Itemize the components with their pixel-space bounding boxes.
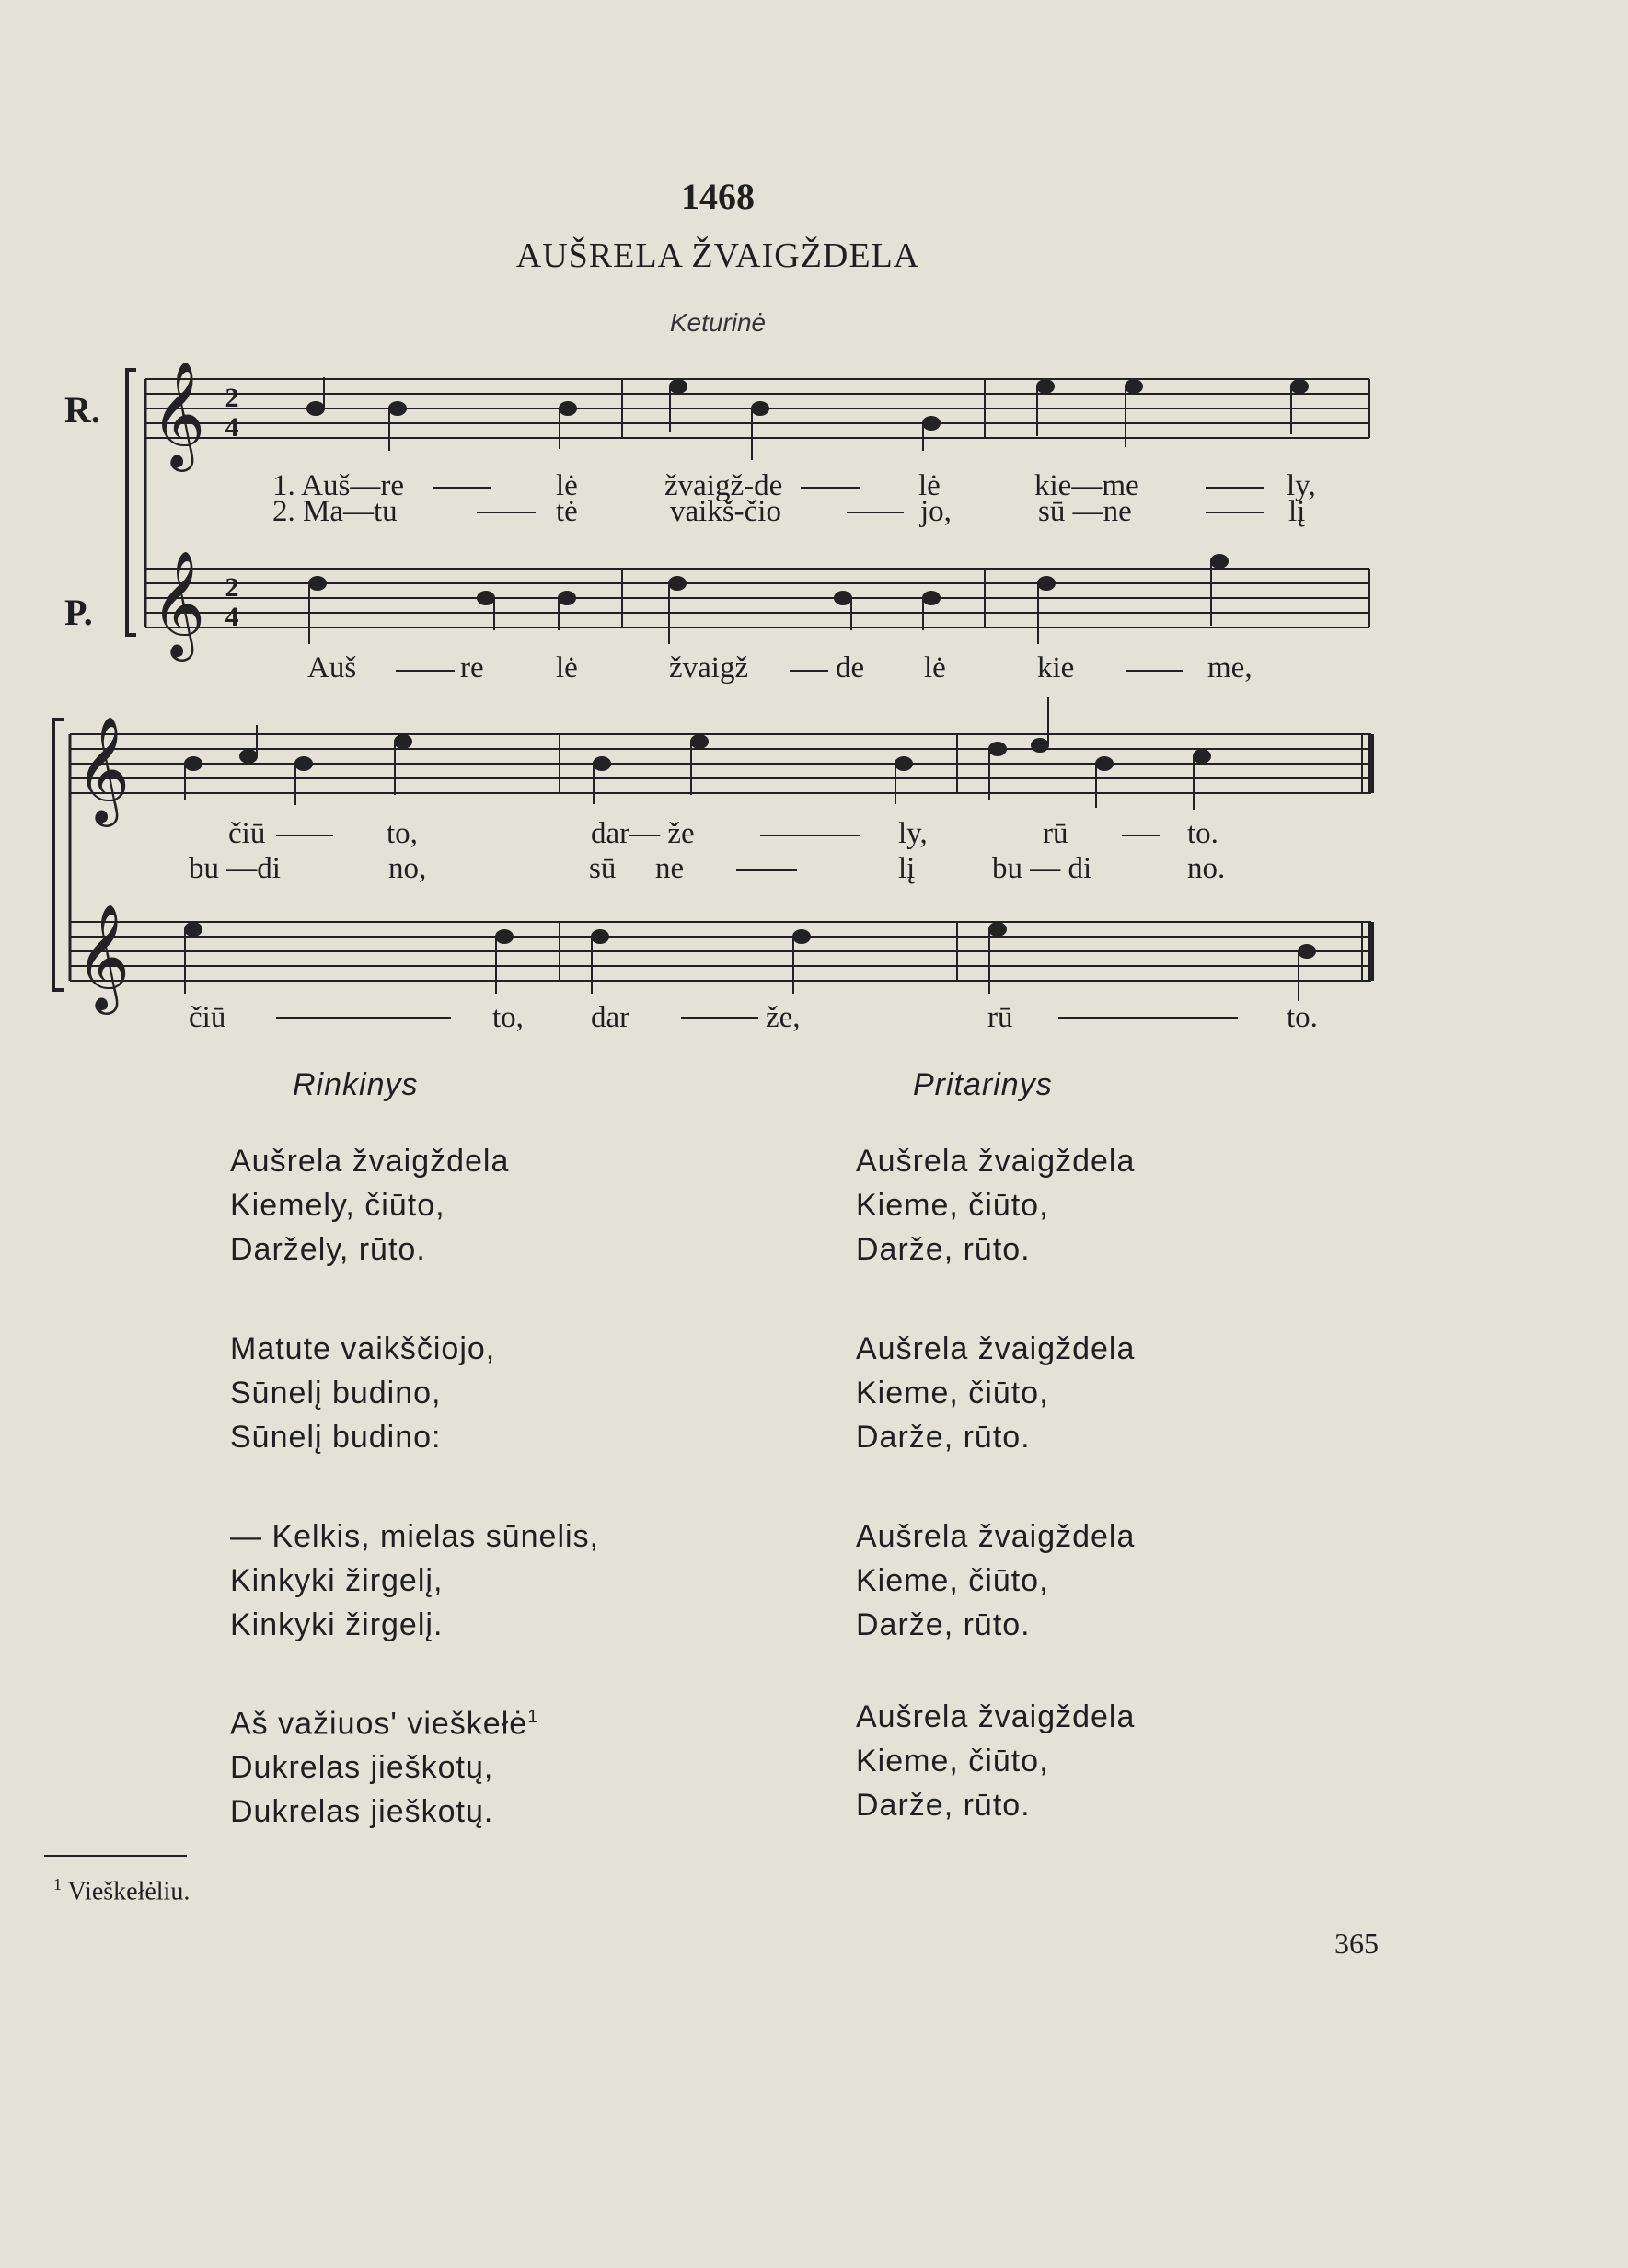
lyric: lė bbox=[556, 469, 578, 502]
lyric: bu — di bbox=[992, 852, 1092, 885]
lyric: lį bbox=[898, 852, 916, 885]
staff-p2 bbox=[70, 922, 1371, 981]
lyric: bu —di bbox=[189, 852, 281, 885]
lyric: žvaigž-de bbox=[664, 469, 783, 502]
lyric: že, bbox=[766, 1001, 801, 1034]
lyric: to, bbox=[387, 817, 418, 850]
time-sig-top: 2 bbox=[225, 383, 239, 413]
footnote-mark: 1 bbox=[53, 1875, 62, 1894]
lyric: dar— že bbox=[591, 817, 695, 850]
lyric: Auš bbox=[307, 651, 357, 685]
lyric: sū —ne bbox=[1038, 495, 1132, 528]
lyric: re bbox=[460, 651, 484, 685]
verse-line: Kieme, čiūto, bbox=[856, 1563, 1049, 1598]
lyric: de bbox=[836, 651, 865, 685]
stanza bbox=[230, 1514, 599, 1647]
lyric: kie—me bbox=[1034, 469, 1139, 502]
stanza bbox=[856, 1327, 1135, 1459]
stanza bbox=[856, 1139, 1135, 1272]
staff-p1 bbox=[145, 569, 1369, 627]
stanza bbox=[856, 1695, 1135, 1827]
song-title: AUŠRELA ŽVAIGŽDELA bbox=[515, 236, 920, 275]
stanza bbox=[230, 1139, 599, 1272]
lyric: lė bbox=[924, 651, 946, 685]
verse-line: Kiemely, čiūto, bbox=[230, 1188, 445, 1223]
song-number: 1468 bbox=[681, 176, 755, 217]
verse-line: Aušrela žvaigždela bbox=[856, 1519, 1136, 1554]
time-sig-bottom: 4 bbox=[225, 412, 239, 443]
time-sig-bottom: 4 bbox=[225, 602, 239, 632]
lyric: ne bbox=[655, 852, 685, 885]
lyric: me, bbox=[1207, 651, 1253, 685]
song-subtitle: Keturinė bbox=[669, 308, 767, 337]
treble-clef-icon: 𝄞 bbox=[151, 549, 206, 657]
lyric: jo, bbox=[920, 495, 952, 528]
lyric: 1. Auš—re bbox=[272, 469, 404, 502]
lyric: to. bbox=[1187, 817, 1218, 850]
staff-r2 bbox=[70, 734, 1371, 793]
lyric: tė bbox=[556, 495, 578, 528]
lyric: ly, bbox=[1287, 469, 1316, 502]
verse-line: Darže, rūto. bbox=[856, 1788, 1031, 1823]
lyric: lį bbox=[1288, 495, 1306, 528]
lyric: no. bbox=[1187, 852, 1226, 885]
verse-line: Aušrela žvaigždela bbox=[230, 1144, 510, 1179]
lyric: čiū bbox=[189, 1001, 226, 1034]
verse-line: Kieme, čiūto, bbox=[856, 1376, 1049, 1410]
lyric: žvaigž bbox=[669, 651, 749, 685]
verse-line: Darželу, rūto. bbox=[230, 1232, 426, 1267]
verse-line: — Kelkis, mielas sūnelis, bbox=[230, 1519, 600, 1554]
verse-line: Aušrela žvaigždela bbox=[856, 1699, 1136, 1734]
verse-line: Matute vaikščiojo, bbox=[230, 1331, 496, 1366]
verse-line: Kinkyki žirgelį. bbox=[230, 1607, 444, 1642]
verse-line: Dukrelas jieškotų, bbox=[230, 1750, 494, 1786]
footnote-text: Vieškełėliu. bbox=[67, 1877, 191, 1906]
verse-line: Darže, rūto. bbox=[856, 1232, 1031, 1267]
lyric: ly, bbox=[898, 817, 928, 850]
lyric: kie bbox=[1037, 651, 1075, 685]
lyric: rū bbox=[1043, 817, 1068, 850]
lyric: no, bbox=[388, 852, 427, 885]
lyric: dar bbox=[591, 1001, 630, 1034]
time-sig-top: 2 bbox=[225, 572, 239, 603]
page-number: 365 bbox=[1334, 1927, 1379, 1960]
treble-clef-icon: 𝄞 bbox=[151, 360, 206, 467]
footnote-marker: 1 bbox=[527, 1707, 539, 1727]
treble-clef-icon: 𝄞 bbox=[75, 903, 131, 1010]
right-column bbox=[856, 1139, 1135, 1827]
verse-line: Dukrelas jieškotų. bbox=[230, 1794, 494, 1830]
stanza bbox=[230, 1695, 599, 1834]
lyric: sū bbox=[589, 852, 617, 885]
stanza bbox=[230, 1327, 599, 1459]
lyric: lė bbox=[918, 469, 941, 502]
verse-line: Kieme, čiūto, bbox=[856, 1188, 1049, 1223]
lyric: to. bbox=[1287, 1001, 1318, 1034]
lyric: rū bbox=[987, 1001, 1013, 1034]
part-label-p: P. bbox=[64, 592, 93, 633]
lyric: lė bbox=[556, 651, 578, 685]
footnote-rule bbox=[44, 1855, 187, 1857]
lyric: vaikš-čio bbox=[670, 495, 781, 528]
stanza bbox=[856, 1514, 1135, 1647]
verse-line: Darže, rūto. bbox=[856, 1607, 1031, 1642]
verse-line: Aušrela žvaigždela bbox=[856, 1331, 1136, 1366]
lyric: čiū bbox=[228, 817, 266, 850]
lyric: 2. Ma—tu bbox=[272, 495, 398, 528]
treble-clef-icon: 𝄞 bbox=[75, 715, 131, 823]
verse-line: Darže, rūto. bbox=[856, 1420, 1031, 1455]
heading-rinkinys: Rinkinys bbox=[293, 1067, 419, 1102]
verse-line: Sūnelį budino: bbox=[230, 1420, 442, 1455]
verse-line: Sūnelį budino, bbox=[230, 1376, 442, 1410]
verse-line: Aš važiuos' vieškełė$^1$ bbox=[230, 1706, 539, 1742]
part-label-r: R. bbox=[64, 389, 100, 431]
heading-pritarinys: Pritarinys bbox=[913, 1067, 1053, 1102]
left-column bbox=[230, 1139, 599, 1834]
footnote bbox=[53, 1875, 190, 1906]
verse-line: Aušrela žvaigždela bbox=[856, 1144, 1136, 1179]
lyric: to, bbox=[492, 1001, 524, 1034]
verse-line: Kieme, čiūto, bbox=[856, 1744, 1049, 1779]
verse-line: Kinkyki žirgelį, bbox=[230, 1563, 444, 1598]
